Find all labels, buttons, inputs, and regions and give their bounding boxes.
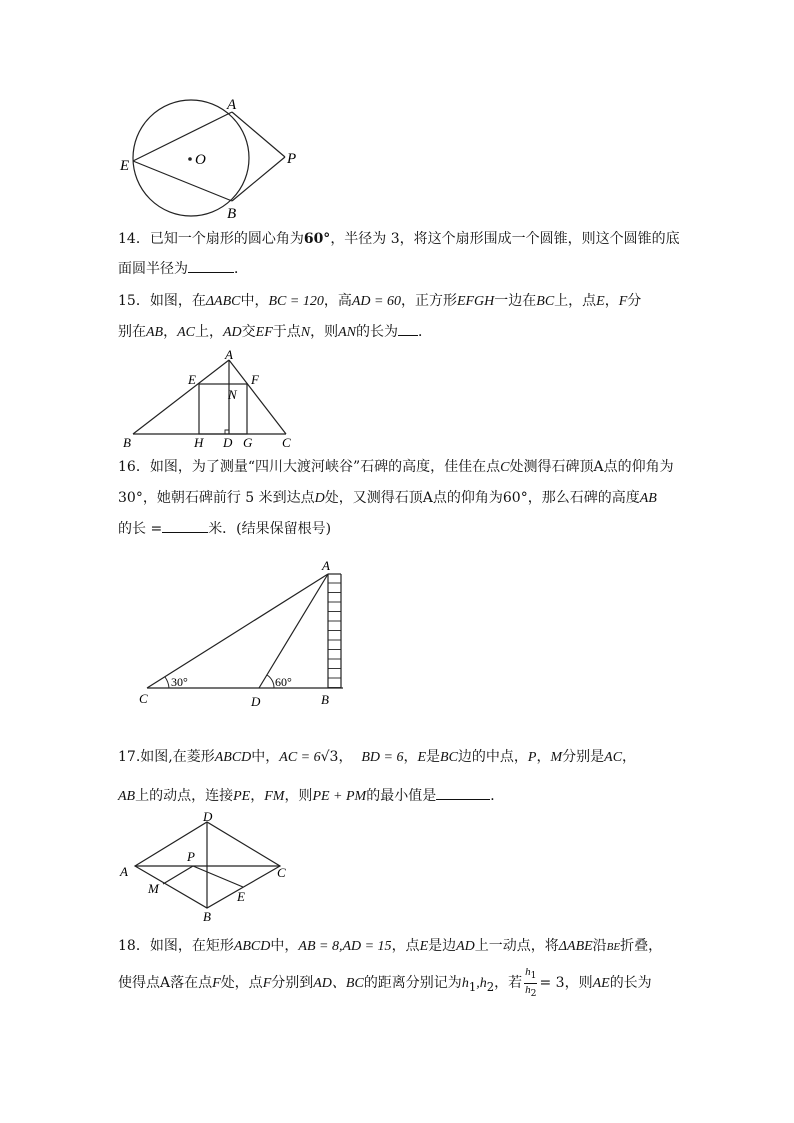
figure-tablet-elevation <box>135 556 365 714</box>
segment-pe <box>193 866 243 887</box>
tangent-pa <box>232 112 285 157</box>
figure-rhombus <box>115 808 305 922</box>
label-b: B <box>321 692 329 707</box>
segment-ab <box>133 360 229 434</box>
question-15: 15．如图，在ΔABC中，BC = 120，高AD = 60，正方形EFGH一边在BC上，点E，F分 别在AB，AC上，AD交EF于点N，则AN的长为 ． <box>118 293 642 340</box>
sightline-da <box>259 574 328 688</box>
label-g: G <box>243 435 253 450</box>
question-14: 14．已知一个扇形的圆心角为60°，半径为 3，将这个扇形围成一个圆锥，则这个圆锥的底 面圆半径为 ． <box>118 231 680 277</box>
label-a: A <box>225 347 233 362</box>
center-dot <box>188 157 192 161</box>
figure-circle-tangents <box>115 95 315 225</box>
segment-eb <box>133 161 232 201</box>
label-c: C <box>282 435 291 450</box>
question-18: 18．如图，在矩形ABCD中，AB = 8,AD = 15，点E是边AD上一动点，将ΔABE沿BE折叠， 使得点A落在点F处，点F分别到AD、BC的距离分别记为$h_1,h_2$，若 $\frac{h_1}{h_2}$ = 3，则AE的长为 <box>118 938 663 999</box>
label-a: A <box>322 558 330 573</box>
tangent-pb <box>232 157 285 201</box>
label-d: D <box>251 694 261 709</box>
label-b: B <box>123 435 131 450</box>
square-efgh <box>199 384 247 434</box>
sightline-ca <box>147 574 328 688</box>
answer-blank-15[interactable] <box>398 321 418 336</box>
label-a: A <box>120 864 128 879</box>
question-16: 16．如图，为了测量“四川大渡河峡谷”石碑的高度，佳佳在点C处测得石碑顶A点的仰角为 30°，她朝石碑前行 5 米到达点D处，又测得石顶A点的仰角为60°，那么石碑的高度AB 的长 = 米．(结果保留根号) <box>118 459 674 537</box>
label-e: E <box>188 372 196 387</box>
label-p: P <box>187 849 195 864</box>
label-e: E <box>120 158 130 174</box>
label-f: F <box>251 372 259 387</box>
label-p: P <box>287 151 297 167</box>
right-angle-mark <box>225 430 229 434</box>
fraction-h1-h2: $\frac{h_1}{h_2}$ <box>525 966 537 999</box>
answer-blank-17[interactable] <box>436 785 490 800</box>
tablet-rungs <box>328 583 341 688</box>
label-e: E <box>237 889 245 904</box>
arc-30 <box>165 677 169 688</box>
answer-blank-16[interactable] <box>162 518 208 533</box>
label-b: B <box>203 909 211 924</box>
label-m: M <box>148 881 159 896</box>
label-h: H <box>194 435 204 450</box>
question-17: 17.如图,在菱形ABCD中，AC = 6√3， BD = 6，E是BC边的中点，P，M分别是AC， AB上的动点，连接PE，FM，则PE + PM的最小值是 ． <box>118 749 637 804</box>
label-60: 60° <box>275 675 292 689</box>
label-c: C <box>139 691 148 706</box>
label-d: D <box>203 809 213 824</box>
label-n: N <box>228 387 237 402</box>
segment-mp <box>163 866 193 884</box>
label-30: 30° <box>171 675 188 689</box>
arc-60 <box>267 675 274 688</box>
label-a: A <box>227 97 237 113</box>
label-o: O <box>195 152 206 168</box>
answer-blank-14[interactable] <box>188 258 234 273</box>
label-b: B <box>227 206 237 222</box>
label-d: D <box>223 435 233 450</box>
label-c: C <box>277 865 286 880</box>
figure-triangle-square <box>118 346 308 452</box>
